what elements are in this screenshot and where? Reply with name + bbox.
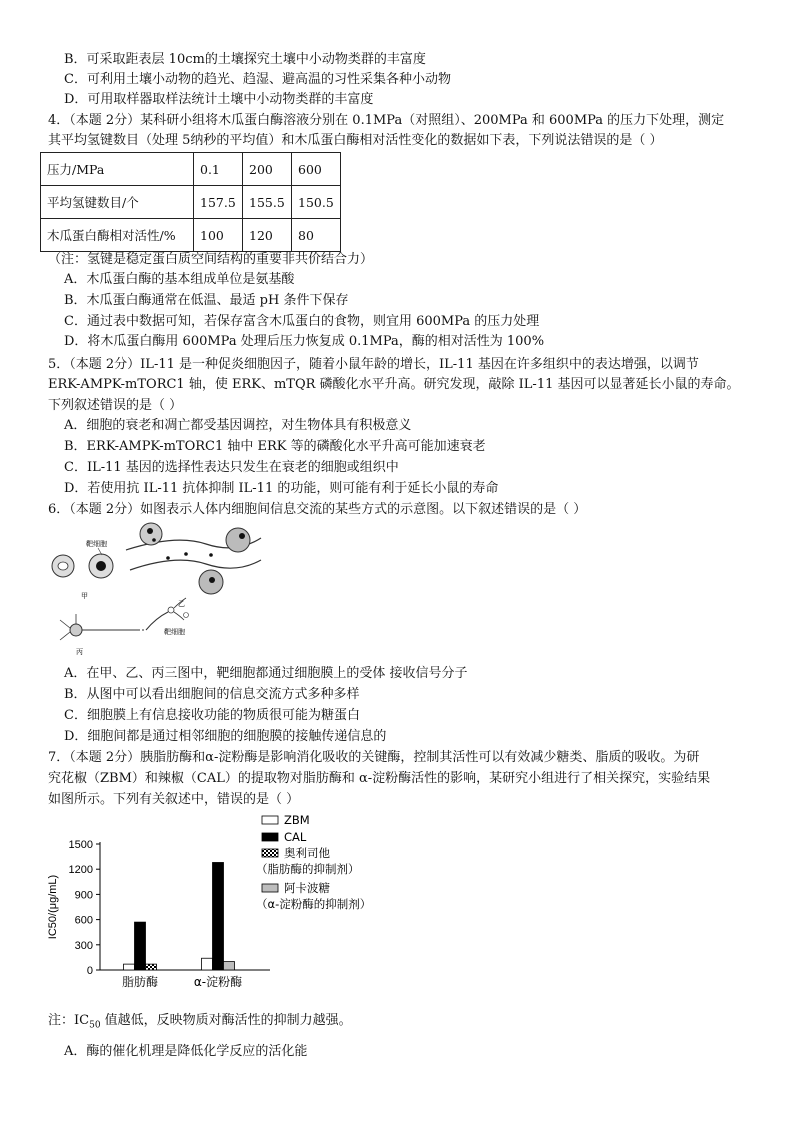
q7-note-sub: 50 (89, 1020, 101, 1031)
bar-ZBM (124, 964, 135, 970)
q5-stem: ERK-AMPK-mTORC1 轴，使 ERK、mTQR 磷酸化水平升高。研究发现，敲除 IL-11 基因可以显著延长小鼠的寿命。 (48, 377, 740, 392)
q7-stem: 7．（本题 2分）胰脂肪酶和α-淀粉酶是影响消化吸收的关键酶，控制其活性可以有效减少糖类、脂质的吸收。为研 (48, 750, 700, 765)
q5-option-d: D．若使用抗 IL-11 抗体抑制 IL-11 的功能，则可能有利于延长小鼠的寿命 (64, 481, 499, 496)
q6-option-b: B．从图中可以看出细胞间的信息交流方式多种多样 (64, 687, 360, 702)
x-category-label: 脂肪酶 (121, 975, 159, 989)
target-cell-top-right (226, 528, 250, 552)
q6-option-a: A．在甲、乙、丙三图中，靶细胞都通过细胞膜上的受体 接收信号分子 (64, 666, 468, 681)
q5-option-c: C．IL-11 基因的选择性表达只发生在衰老的细胞或组织中 (64, 460, 399, 475)
q7-note-suffix: 值越低，反映物质对酶活性的抑制力越强。 (100, 1013, 352, 1028)
legend-swatch (262, 849, 278, 857)
table-row (41, 219, 341, 252)
table-cell: 157.5 (194, 186, 243, 219)
q7-stem: 如图所示。下列有关叙述中，错误的是（ ） (48, 792, 300, 807)
table-cell: 100 (194, 219, 243, 252)
bar-阿卡波糖 (224, 962, 235, 970)
q4-option-c: C．通过表中数据可知，若保存富含木瓜蛋白的食物，则宜用 600MPa 的压力处理 (64, 314, 540, 329)
cell-jia-left-nucleus (58, 562, 68, 570)
y-tick-label: 0 (86, 965, 93, 977)
table-cell: 80 (292, 219, 341, 252)
bar-CAL (213, 862, 224, 970)
table-cell: 120 (243, 219, 292, 252)
q4-stem: 其平均氢键数目（处理 5纳秒的平均值）和木瓜蛋白酶相对活性变化的数据如下表，下列说法错误的是（ ） (48, 133, 663, 148)
legend-label: CAL (284, 830, 307, 844)
q5-stem: 5．（本题 2分）IL-11 是一种促炎细胞因子，随着小鼠年龄的增长，IL-11 基因在许多组织中的表达增强，以调节 (48, 357, 699, 372)
legend-swatch (262, 833, 278, 841)
y-tick-label: 600 (74, 914, 93, 927)
cell-jia-right-nucleus (96, 561, 106, 571)
table-cell: 200 (243, 153, 292, 186)
bar-奥利司他 (146, 964, 157, 970)
y-axis-label: IC50/(μg/mL) (47, 874, 59, 940)
y-tick-label: 1500 (68, 839, 93, 851)
q7-option-a: A．酶的催化机理是降低化学反应的活化能 (64, 1044, 308, 1059)
q6-option-d: D．细胞间都是通过相邻细胞的细胞膜的接触传递信息的 (64, 729, 387, 744)
q7-bar-chart (40, 812, 400, 1002)
table-cell: 平均氢键数目/个 (41, 186, 194, 219)
legend-note: （α-淀粉酶的抑制剂） (256, 897, 372, 911)
q4-option-a: A．木瓜蛋白酶的基本组成单位是氨基酸 (64, 272, 295, 287)
table-cell: 0.1 (194, 153, 243, 186)
secreting-cell (140, 523, 162, 545)
label-yi: 乙 (178, 600, 185, 608)
q6-cell-diagram (46, 520, 266, 660)
q6-stem: 6．（本题 2分）如图表示人体内细胞间信息交流的某些方式的示意图。以下叙述错误的是（ ） (48, 502, 587, 517)
legend-label: 奥利司他 (284, 846, 330, 860)
legend-label: 阿卡波糖 (284, 881, 330, 895)
legend-note: （脂肪酶的抑制剂） (256, 862, 360, 876)
q5-stem: 下列叙述错误的是（ ） (48, 398, 183, 413)
q4-option-d: D．将木瓜蛋白酶用 600MPa 处理后压力恢复成 0.1MPa，酶的相对活性为 100% (64, 334, 545, 349)
q5-option-a: A．细胞的衰老和凋亡都受基因调控，对生物体具有积极意义 (64, 418, 412, 433)
q4-table (40, 152, 341, 252)
q5-option-b: B．ERK-AMPK-mTORC1 轴中 ERK 等的磷酸化水平升高可能加速衰老 (64, 439, 486, 454)
table-cell: 压力/MPa (41, 153, 194, 186)
q7-note (48, 1011, 352, 1036)
q7-note-prefix: 注：IC (48, 1013, 90, 1028)
q3-option-b: B．可采取距表层 10cm的土壤探究土壤中小动物类群的丰富度 (64, 52, 426, 67)
table-cell: 木瓜蛋白酶相对活性/% (41, 219, 194, 252)
q3-option-d: D．可用取样器取样法统计土壤中小动物类群的丰富度 (64, 92, 374, 107)
neuron-body (70, 624, 82, 636)
legend-swatch (262, 816, 278, 824)
y-tick-label: 300 (74, 939, 93, 952)
legend-swatch (262, 884, 278, 892)
q4-stem: 4．（本题 2分）某科研小组将木瓜蛋白酶溶液分别在 0.1MPa（对照组）、200MPa 和 600MPa 的压力下处理，测定 (48, 113, 725, 128)
q4-option-b: B．木瓜蛋白酶通常在低温、最适 pH 条件下保存 (64, 293, 349, 308)
y-tick-label: 900 (74, 889, 93, 902)
x-category-label: α-淀粉酶 (193, 975, 243, 989)
label-bing: 丙 (76, 648, 83, 656)
table-row (41, 153, 341, 186)
label-target-top: 靶细胞 (86, 540, 107, 548)
q6-option-c: C．细胞膜上有信息接收功能的物质很可能为糖蛋白 (64, 708, 360, 723)
bar-ZBM (202, 958, 213, 970)
q4-note: （注：氢键是稳定蛋白质空间结构的重要非共价结合力） (48, 252, 374, 267)
bar-CAL (135, 922, 146, 970)
label-target-bottom: 靶细胞 (164, 628, 185, 636)
legend-label: ZBM (284, 813, 310, 827)
q3-option-c: C．可利用土壤小动物的趋光、趋湿、避高温的习性采集各种小动物 (64, 72, 451, 87)
q7-stem: 究花椒（ZBM）和辣椒（CAL）的提取物对脂肪酶和 α-淀粉酶活性的影响，某研究小组进行了相关探究，实验结果 (48, 771, 711, 786)
label-jia: 甲 (81, 592, 88, 600)
table-cell: 600 (292, 153, 341, 186)
table-cell: 155.5 (243, 186, 292, 219)
table-row (41, 186, 341, 219)
table-cell: 150.5 (292, 186, 341, 219)
y-tick-label: 1200 (68, 864, 93, 877)
vessel-lower (130, 560, 261, 570)
